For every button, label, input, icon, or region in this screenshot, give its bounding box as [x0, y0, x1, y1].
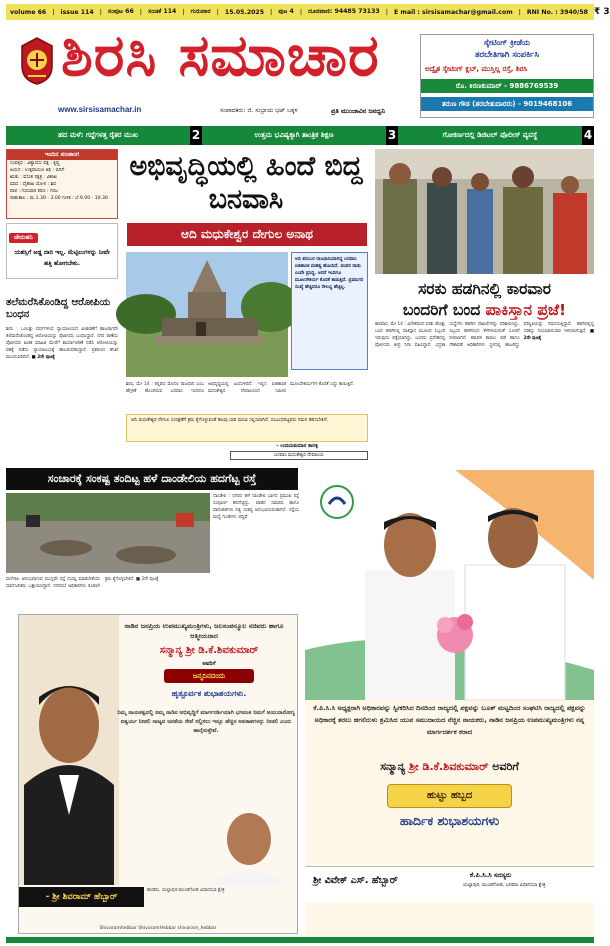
road-body: ದಾಂಡೇಲಿ : ನಗರದ ಹಳೆ ದಾಂಡೇಲಿ ಭಾಗದ ಪ್ರಮುಖ ರಸ್ತೆ ಸಂಪೂರ್ಣ ಹದಗೆಟ್ಟಿದ್ದು, ವಾಹನ ಸವಾರರು ಹಾಗೂ ಪಾದಚಾರಿಗಳು ನಿತ್ಯ ಸಂಕಷ್ಟ ಅನುಭವಿಸುವಂತಾಗಿದೆ. ರಸ್ತೆಯ ಮಧ್ಯೆ ಗುಂಡಿಗಳು ಬಿದ್ದಿವೆ.: [213, 494, 299, 520]
portrait-photo: [19, 615, 119, 885]
left-column: [6, 149, 118, 459]
ticker-page-1: 2: [190, 126, 202, 145]
road-body-continued: ಮಳೆಗಾಲ ಆರಂಭವಾಗುವ ಮುನ್ನವೇ ರಸ್ತೆ ದುರಸ್ತಿ ಮಾಡಬೇಕೆಂದು ಸಾರ್ವಜನಿಕರು ಒತ್ತಾಯಿಸಿದ್ದಾರೆ. ನಗರಸಭೆ ಅಧಿಕಾರಿಗಳು ಕೂಡಲೇ ಕ್ರಮ ಕೈಗೊಳ್ಳಬೇಕಿದೆ. ■ 2ನೇ ಪುಟಕ್ಕೆ: [6, 577, 159, 589]
panchanga-row: ಋತು : ವಸಂತ ನಕ್ಷತ್ರ : ವಿಶಾಖ: [10, 175, 58, 180]
ad-club-name: ಅದ್ವೈತ ಸ್ಕೇಟಿಂಗ್ ಕ್ಲಬ್, ಮುಸ್ತಿಲ್ಲ ರಸ್ತೆ, ಶಿರಸಿ: [425, 65, 528, 73]
panchanga-row: ಅಯನ : ಉತ್ತರಾಯಣ ತಿಥಿ : ಬಿದಿಗೆ: [10, 168, 65, 173]
ticker-item-3[interactable]: ಗೋಕರ್ಣದಲ್ಲಿ ಡಿಜಿಟಲ್ ಪೊಲೀಸ್ ವ್ಯವಸ್ಥೆ: [442, 131, 538, 139]
volume-en: volume 66: [10, 8, 47, 16]
ad-signatory-title: ಶಾಸಕರು, ಯಲ್ಲಾಪುರ-ಮುಂಡಗೋಡ ವಿಧಾನಸಭಾ ಕ್ಷೇತ್ರ: [147, 888, 225, 893]
karwar-headline-highlight: ಪಾಕಿಸ್ತಾನ ಪ್ರಜೆ!: [485, 301, 567, 319]
ad-occasion: ಜನ್ಮದಿನದಂದು: [164, 669, 254, 683]
panchanga-row: ಸಂವತ್ಸರ : ವಿಶ್ವಾವಸು ಪಕ್ಷ : ಕೃಷ್ಣ: [10, 161, 60, 166]
website-link[interactable]: www.sirsisamachar.in: [58, 105, 142, 114]
ad-signatory-constituency: ಯಲ್ಲಾಪುರ, ಮುಂಡಗೋಡ, ಬನವಾಸಿ ವಿಧಾನಸಭಾ ಕ್ಷೇತ್ರ: [463, 883, 546, 888]
panchanga-header: ಇಂದಿನ ಪಂಚಾಂಗ: [7, 150, 117, 160]
continued-link[interactable]: ■ 2ನೇ ಪುಟಕ್ಕೆ: [523, 329, 594, 341]
ad-footer: [305, 866, 594, 902]
skating-club-ad: [420, 34, 594, 118]
birthday-ad-right: [305, 470, 594, 936]
ad-honoree-suffix: ಅವರಿಗೆ: [488, 760, 519, 773]
ad-line-2: ತರಬೇತಿಗಾಗಿ ಸಂಪರ್ಕಿಸಿ: [475, 50, 539, 60]
continued-link[interactable]: ■ 2ನೇ ಪುಟಕ್ಕೆ: [31, 355, 55, 360]
ad-line-1: ಸ್ಕೇಟಿಂಗ್ ಕ್ರೀಡೆಯ: [483, 38, 531, 47]
panchanga-row: ಮಾಸ : ವೈಶಾಖ ಯೋಗ : ಶಿವ: [10, 182, 57, 187]
ad-signatory: - ಶ್ರೀ ಶಿವರಾಮ್ ಹೆಬ್ಬಾರ್: [19, 887, 144, 907]
weekday: ಗುರುವಾರ: [190, 8, 211, 15]
ad-to: ಅವರಿಗೆ: [202, 661, 216, 667]
arrest-body-text: ಶಿರಸಿ : ಒಂಬತ್ತು ವರ್ಷಗಳಿಂದ ನ್ಯಾಯಾಲಯದ ವಿಚಾರಣೆಗೆ ಹಾಜರಾಗದೇ ತಲೆಮರೆಸಿಕೊಂಡಿದ್ದ ಆರೋಪಿಯನ್ನು ಪೊಲೀಸರು ಬಂಧಿಸಿದ್ದಾರೆ. ನಗರ ಠಾಣೆಯ ಪೊಲೀಸರು ಖಚಿತ ಮಾಹಿತಿ ಮೇರೆಗೆ ಕಾರ್ಯಾಚರಣೆ ನಡೆಸಿ ಆರೋಪಿಯನ್ನು ವಶಕ್ಕೆ ಪಡೆದು ನ್ಯಾಯಾಲಯಕ್ಕೆ ಹಾಜರುಪಡಿಸಿದ್ದಾರೆ. ಪ್ರಕರಣದ ತನಿಖೆ ಮುಂದುವರಿದಿದೆ.: [6, 327, 118, 360]
ad-occasion: ಹುಟ್ಟು ಹಬ್ಬದ: [387, 784, 512, 808]
panchanga-box: [6, 149, 118, 219]
emblem-icon: [18, 36, 56, 86]
issue-date: 15.05.2025: [224, 8, 265, 16]
ad-honoree: [305, 760, 594, 774]
newspaper-title: ಶಿರಸಿ ಸಮಾಚಾರ: [61, 21, 380, 89]
tagline: ಪ್ರತಿ ಮುಂಜಾವಿನ ಜನಧ್ವನಿ: [331, 107, 386, 115]
info-strip: volume 66 | issue 114 | ಸಂಪುಟ 66 | ಸಂಚಿಕೆ 114 | ಗುರುವಾರ | 15.05.2025 | ಪುಟ 4 | ದೂರವಾಣಿ: 94485 73133 | E mail : sirsisamachar@gmail.com | RNI No. : 3940/58 ₹ 3: [6, 4, 594, 20]
quote-text: ಯಶಸ್ಸಿಗೆ ಅಡ್ಡ ದಾರಿ ಇಲ್ಲ. ಮೆಟ್ಟಿಲುಗಳನ್ನು ನೀವೇ ಹತ್ತಿ ಹೋಗಬೇಕು.: [14, 249, 110, 267]
issue-en: issue 114: [60, 8, 94, 16]
editor-credit: ಸಂಪಾದಕರು: ಜಿ. ಸುಬ್ರಾಯ ಭಟ್ ಬಕ್ಕಳ: [220, 107, 298, 114]
ad-intro: ನಾಡಿನ ಜನಪ್ರಿಯ ಉಪಮುಖ್ಯಮಂತ್ರಿಗಳು, ಜಲಸಂಪನ್ಮೂಲ ಸಚಿವರು ಹಾಗೂ ಆತ್ಮೀಯರಾದ: [124, 622, 284, 640]
footer-rule: [6, 937, 594, 943]
ad-signatory-title: ಕೆ.ಪಿ.ಸಿ.ಸಿ ಸದಸ್ಯರು: [470, 871, 512, 879]
masthead: [6, 22, 416, 118]
volume-kn: ಸಂಪುಟ 66: [107, 8, 134, 15]
issue-kn: ಸಂಚಿಕೆ 114: [148, 8, 177, 15]
ad-greeting: ಹಾರ್ದಿಕ ಶುಭಾಶಯಗಳು: [399, 813, 500, 828]
panchanga-row: ರಾಹುಕಾಲ : ಮ.1.30 - 3.00 ಗುಳಿಕ : ಬೆ.9.00 - 10.30: [10, 196, 108, 201]
birthday-ad-left: [18, 614, 298, 934]
quote-of-day-box: [6, 223, 118, 279]
police-photo: [375, 149, 594, 274]
road-photo: [6, 493, 210, 573]
lead-body: ಶಿರಸಿ, ಮೇ 14 : ಕನ್ನಡದ ಮೊದಲ ರಾಜಧಾನಿ ಎಂಬ ಹೆಗ್ಗಳಿಕೆ ಹೊಂದಿರುವ ಬನವಾಸಿ ಇಂದಿಗೂ ಅಭಿವೃದ್ಧಿಯಲ್ಲಿ ಹಿಂದುಳಿದಿದೆ. ಇಲ್ಲಿನ ಐತಿಹಾಸಿಕ ಮಧುಕೇಶ್ವರ ದೇವಾಲಯದ ಸಮೀಪ ಮೂಲಸೌಕರ್ಯಗಳ ಕೊರತೆ ಎದ್ದು ಕಾಣುತ್ತಿದೆ.: [126, 382, 355, 394]
ad-honoree-prefix: ಸನ್ಮಾನ್ಯ: [380, 760, 409, 773]
lead-headline[interactable]: ಅಭಿವೃದ್ಧಿಯಲ್ಲಿ ಹಿಂದೆ ಬಿದ್ದ ಬನವಾಸಿ: [129, 151, 363, 215]
ad-signatory: ಶ್ರೀ ವಿವೇಕ್ ಎಸ್. ಹೆಬ್ಬಾರ್: [313, 875, 398, 886]
ad-social-handles: Shivaramhebbar ShivaramHebbar shivaram_hebbar: [99, 926, 217, 931]
karwar-headline[interactable]: [375, 279, 594, 321]
ad-contact-1: ರೊ. ಕಿರಣಕುಮಾರ್ - 9886769539: [421, 79, 593, 93]
karwar-body-text: ಕಾರವಾರ, ಮೇ 14 : ವಿದೇಶದಿಂದ ಸರಕು ಹೊತ್ತು ಬಂದ ಹಡಗಿನಲ್ಲಿ ಪಾಕಿಸ್ತಾನ ಮೂಲದ ಸಿಬ್ಬಂದಿ ಇರುವುದು ಪತ್ತೆಯಾಗಿದ್ದು, ಬಂದರು ಪ್ರದೇಶದಲ್ಲಿ ಪೊಲೀಸರು ತೀವ್ರ ನಿಗಾ ವಹಿಸಿದ್ದಾರೆ. ಭದ್ರತಾ ಸಂಸ್ಥೆಗಳು ಹಡಗಿನ ದಾಖಲೆಗಳನ್ನು ಪರಿಶೀಲಿಸಿದ್ದು, ಸಿಬ್ಬಂದಿ ಹಡಗಿನಿಂದ ಕೆಳಗಿಳಿಯದಂತೆ ಸೂಚನೆ ನೀಡಲಾಗಿದೆ. ಕರಾವಳಿ ಕಾವಲು ಪಡೆ ಹಾಗೂ ನೌಕಾಪಡೆ ಅಧಿಕಾರಿಗಳು ಸ್ಥಳದಲ್ಲಿ ಹಾಜರಿದ್ದು ಪರಿಸ್ಥಿತಿಯನ್ನು ಗಮನಿಸುತ್ತಿದ್ದಾರೆ. ಹಡಗಿನಲ್ಲಿದ್ದ ಸರಕನ್ನು ನಿಯಮಾನುಸಾರ ಇಳಿಸಲಾಗುತ್ತಿದೆ.: [375, 322, 594, 348]
ticker-page-3: 4: [582, 126, 594, 145]
ad-message: ನಿಮ್ಮ ನಾಯಕತ್ವದಲ್ಲಿ ನಮ್ಮ ನಾಡಿನ ಅಭಿವೃದ್ಧಿಗೆ ಮಾರ್ಗದರ್ಶಿಯಾಗಿ ಭಗವಂತ ನಿಮಗೆ ಆಯುರಾರೋಗ್ಯ ಐಶ್ವರ್ಯ ನೀಡಲಿ ರಾಜ್ಯದ ಜನತೆಯ ಸೇವೆ ಸಲ್ಲಿಸಲು ಇನ್ನೂ ಹೆಚ್ಚಿನ ಅವಕಾಶಗಳನ್ನು ನೀಡಲಿ ಎಂದು ಹಾರೈಸುತ್ತೇವೆ.: [117, 710, 295, 734]
email-address[interactable]: E mail : sirsisamachar@gmail.com: [393, 8, 513, 16]
karwar-headline-line-2: [375, 300, 594, 321]
lead-quote: ಆದಿ ಮಧುಕೇಶ್ವರ ದೇಗುಲ ಸಂರಕ್ಷಣೆಗೆ ಕ್ರಮ ಕೈಗೊಳ್ಳುವಂತೆ ಹಲವು ಬಾರಿ ಮನವಿ ಸಲ್ಲಿಸಲಾಗಿದೆ. ಸಂಬಂಧಪಟ್ಟವರು ಗಮನ ಹರಿಸಬೇಕಿದೆ.: [126, 414, 368, 442]
karwar-headline-part: ಬಂದರಿಗೆ ಬಂದ: [402, 301, 486, 319]
photo-caption: ಬನವಾಸಿ ಮಧುಕೇಶ್ವರ ದೇವಾಲಯ: [230, 451, 368, 460]
ticker-item-1[interactable]: ಹದ ಮಳೆ: ಗದ್ದೆಗಳತ್ತ ರೈತರ ಮುಖ: [58, 131, 138, 139]
arrest-body: [6, 326, 118, 361]
quote-label: ಜೇನುಹನಿ: [9, 233, 38, 243]
rni-number: RNI No. : 3940/58: [526, 8, 588, 16]
quote-author: - ಉದಯಕುಮಾರ ಕಾನಳ್ಳಿ: [276, 443, 318, 449]
lead-subheadline: ಆದಿ ಮಧುಕೇಶ್ವರ ದೇಗುಲ ಅನಾಥ: [127, 223, 367, 246]
ad-description: ಕೆ.ಪಿ.ಸಿ.ಸಿ ಅಧ್ಯಕ್ಷರಾಗಿ ಅಧಿಕಾರವನ್ನು ಸ್ವೀಕರಿಸಿದ ದಿನದಿಂದ ರಾಜ್ಯದಲ್ಲಿ ಪಕ್ಷವನ್ನು ಬೂತ್ ಮಟ್ಟದಿಂದ ಸಂಘಟಿಸಿ ರಾಜ್ಯದಲ್ಲಿ ಪಕ್ಷವನ್ನು ಅಧಿಕಾರಕ್ಕೆ ತರಲು ಹಗಲಿರುಳು ಶ್ರಮಿಸಿದ ಯುವ ಸಮುದಾಯದ ನೆಚ್ಚಿನ ನಾಯಕರು, ನಾಡಿನ ಜನಪ್ರಿಯ ಉಪಮುಖ್ಯಮಂತ್ರಿಗಳು ನನ್ನ ಮಾರ್ಗದರ್ಶಕ ಕರಾದ: [313, 704, 586, 736]
banavasi-fact-box: ಆದಿ ಕದಂಬರ ರಾಜಧಾನಿಯಾಗಿದ್ದ ಬನವಾಸಿ ಐತಿಹಾಸಿಕ ಮಹತ್ವ ಹೊಂದಿದೆ. ಪಂಪನ ನಾಡು ಎಂದೇ ಪ್ರಸಿದ್ಧ. ಆದರೆ ಇಂದಿಗೂ ಮೂಲಸೌಕರ್ಯ ಕೊರತೆ ಕಾಡುತ್ತಿದೆ. ಪ್ರವಾಸಿಗರ ಸಂಖ್ಯೆ ಹೆಚ್ಚಿದರೂ ಸೌಲಭ್ಯ ಹೆಚ್ಚಿಲ್ಲ.: [291, 252, 368, 370]
leaders-photo: [305, 470, 594, 700]
road-headline[interactable]: ಸಂಚಾರಕ್ಕೆ ಸಂಕಷ್ಟ ತಂದಿಟ್ಟ ಹಳೆ ದಾಂಡೇಲಿಯ ಹದಗೆಟ್ಟ ರಸ್ತೆ: [6, 468, 298, 490]
portrait-photo-2: [204, 805, 294, 885]
ad-greeting: ಹೃತ್ಪೂರ್ವಕ ಶುಭಾಶಯಗಳು.: [171, 689, 247, 698]
cover-price: ₹ 3: [593, 7, 610, 17]
ticker-item-2[interactable]: ಉತ್ತಮ ಭವಿಷ್ಯಕ್ಕಾಗಿ ತಾಂತ್ರಿಕ ಶಿಕ್ಷಣ: [254, 131, 334, 139]
karwar-body: [375, 321, 594, 456]
inside-pages-ticker: [6, 126, 594, 145]
ticker-page-2: 3: [386, 126, 398, 145]
ad-honoree: ಸನ್ಮಾನ್ಯ ಶ್ರೀ ಡಿ.ಕೆ.ಶಿವಕುಮಾರ್: [159, 645, 259, 656]
panchanga-row: ವಾರ : ಗುರುವಾರ ಕರಣ : ಗರಜ: [10, 189, 58, 194]
arrest-headline[interactable]: ತಲೆಮರೆಸಿಕೊಂಡಿದ್ದ ಆರೋಪಿಯ ಬಂಧನ: [6, 297, 111, 320]
karwar-headline-line-1: ಸರಕು ಹಡಗಿನಲ್ಲಿ ಕಾರವಾರ: [418, 280, 551, 298]
ad-honoree-name: ಶ್ರೀ ಡಿ.ಕೆ.ಶಿವಕುಮಾರ್: [409, 760, 489, 773]
phone-number: ದೂರವಾಣಿ: 94485 73133: [308, 8, 380, 15]
ad-contact-2: ತರುಣ ಗೌಡ (ತರಬೇತುದಾರರು) - 9019468106: [421, 97, 593, 111]
page-count: ಪುಟ 4: [278, 8, 294, 15]
temple-photo: [126, 252, 288, 377]
